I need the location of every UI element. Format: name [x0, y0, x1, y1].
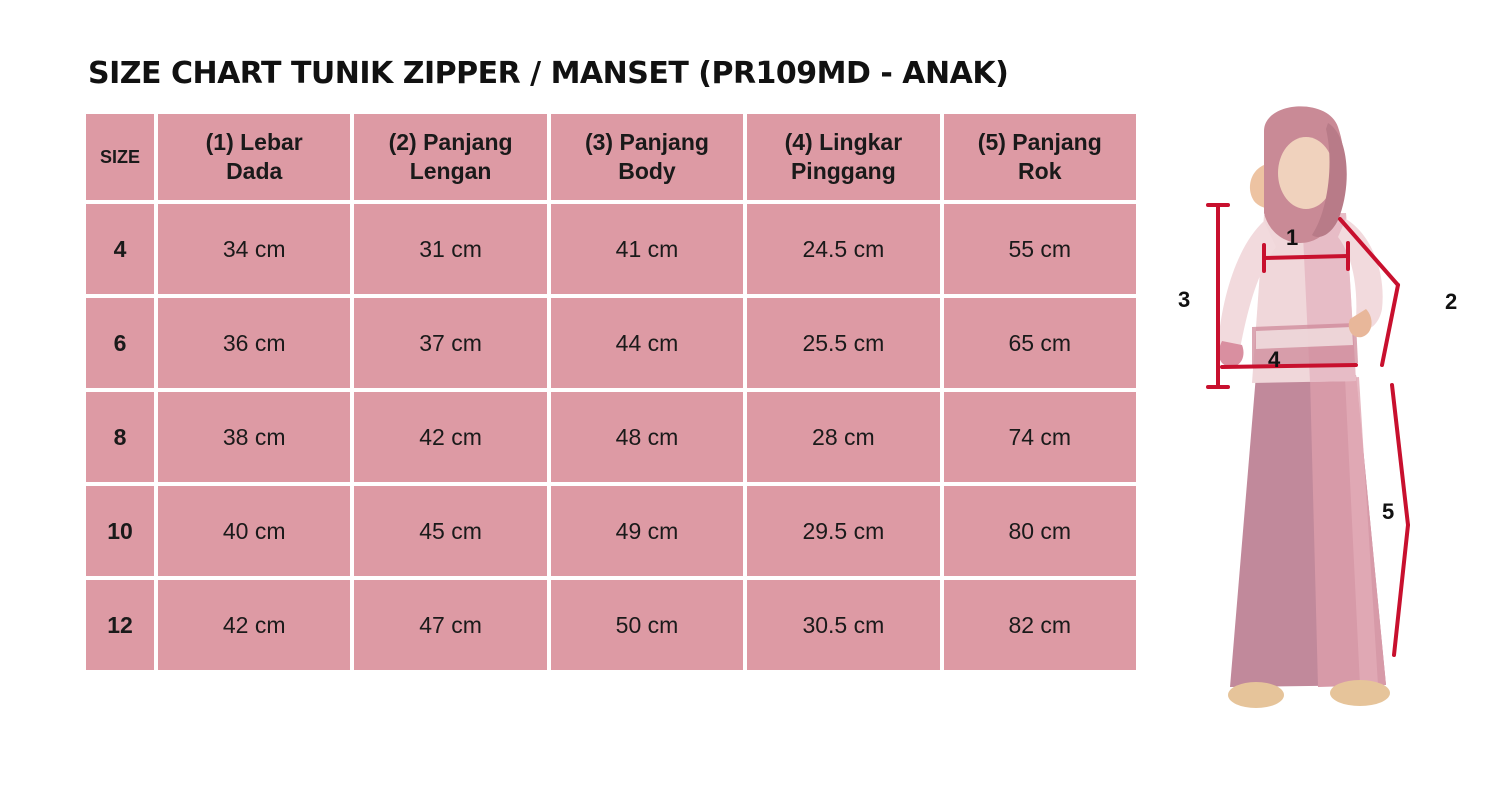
cell-lebar-dada: 40 cm: [158, 486, 350, 576]
cell-panjang-lengan: 47 cm: [354, 580, 546, 670]
cell-panjang-lengan: 42 cm: [354, 392, 546, 482]
cell-panjang-rok: 55 cm: [944, 204, 1136, 294]
cell-size: 12: [86, 580, 154, 670]
cell-lebar-dada: 36 cm: [158, 298, 350, 388]
column-header-panjang-body-line1: (3) Panjang: [584, 129, 709, 156]
cell-panjang-body: 44 cm: [551, 298, 743, 388]
cell-lingkar-pinggang: 24.5 cm: [747, 204, 939, 294]
page-title: SIZE CHART TUNIK ZIPPER / MANSET (PR109MD - ANAK): [88, 56, 1009, 91]
table-header: [86, 114, 1136, 200]
column-header-panjang-body: [551, 114, 743, 200]
cell-panjang-lengan: 31 cm: [354, 204, 546, 294]
column-header-lebar-dada-line1: (1) Lebar: [205, 129, 303, 156]
cell-size: 8: [86, 392, 154, 482]
table-body: [86, 204, 1136, 670]
cell-panjang-body: 50 cm: [551, 580, 743, 670]
column-header-size: [86, 114, 154, 200]
cell-panjang-rok: 74 cm: [944, 392, 1136, 482]
cell-lebar-dada: 38 cm: [158, 392, 350, 482]
cell-lebar-dada: 42 cm: [158, 580, 350, 670]
cell-panjang-lengan: 37 cm: [354, 298, 546, 388]
cell-panjang-body: 49 cm: [551, 486, 743, 576]
size-chart-table: [82, 110, 1140, 674]
table-row: [86, 298, 1136, 388]
column-header-size-line1: SIZE: [99, 146, 140, 167]
column-header-lingkar-pinggang-line1: (4) Lingkar: [784, 129, 903, 156]
column-header-panjang-lengan: [354, 114, 546, 200]
cell-lingkar-pinggang: 30.5 cm: [747, 580, 939, 670]
cell-panjang-body: 48 cm: [551, 392, 743, 482]
measurement-illustration: [1160, 95, 1490, 725]
column-header-lingkar-pinggang: [747, 114, 939, 200]
model-figure-icon: [1160, 95, 1490, 725]
cell-lingkar-pinggang: 28 cm: [747, 392, 939, 482]
column-header-panjang-rok-line2: Rok: [1018, 158, 1062, 184]
table-header-row: [86, 114, 1136, 200]
table-row: [86, 204, 1136, 294]
cell-panjang-rok: 65 cm: [944, 298, 1136, 388]
cell-size: 4: [86, 204, 154, 294]
table-row: [86, 486, 1136, 576]
cell-panjang-rok: 82 cm: [944, 580, 1136, 670]
marker-5-label: 5: [1382, 499, 1395, 524]
cell-lingkar-pinggang: 25.5 cm: [747, 298, 939, 388]
cell-size: 6: [86, 298, 154, 388]
cell-panjang-rok: 80 cm: [944, 486, 1136, 576]
column-header-panjang-lengan-line1: (2) Panjang: [388, 129, 513, 156]
column-header-panjang-rok: [944, 114, 1136, 200]
column-header-panjang-lengan-line2: Lengan: [409, 158, 492, 184]
marker-4-label: 4: [1268, 347, 1281, 372]
cell-lingkar-pinggang: 29.5 cm: [747, 486, 939, 576]
marker-1-label: 1: [1286, 225, 1299, 250]
table-row: [86, 580, 1136, 670]
column-header-lingkar-pinggang-line2: Pinggang: [790, 158, 896, 184]
cell-panjang-lengan: 45 cm: [354, 486, 546, 576]
cell-size: 10: [86, 486, 154, 576]
column-header-lebar-dada-line2: Dada: [226, 158, 283, 184]
column-header-lebar-dada: [158, 114, 350, 200]
column-header-panjang-rok-line1: (5) Panjang: [977, 129, 1102, 156]
marker-2-label: 2: [1445, 289, 1458, 314]
cell-lebar-dada: 34 cm: [158, 204, 350, 294]
table-row: [86, 392, 1136, 482]
column-header-panjang-body-line2: Body: [618, 158, 676, 184]
cell-panjang-body: 41 cm: [551, 204, 743, 294]
marker-3-label: 3: [1178, 287, 1191, 312]
